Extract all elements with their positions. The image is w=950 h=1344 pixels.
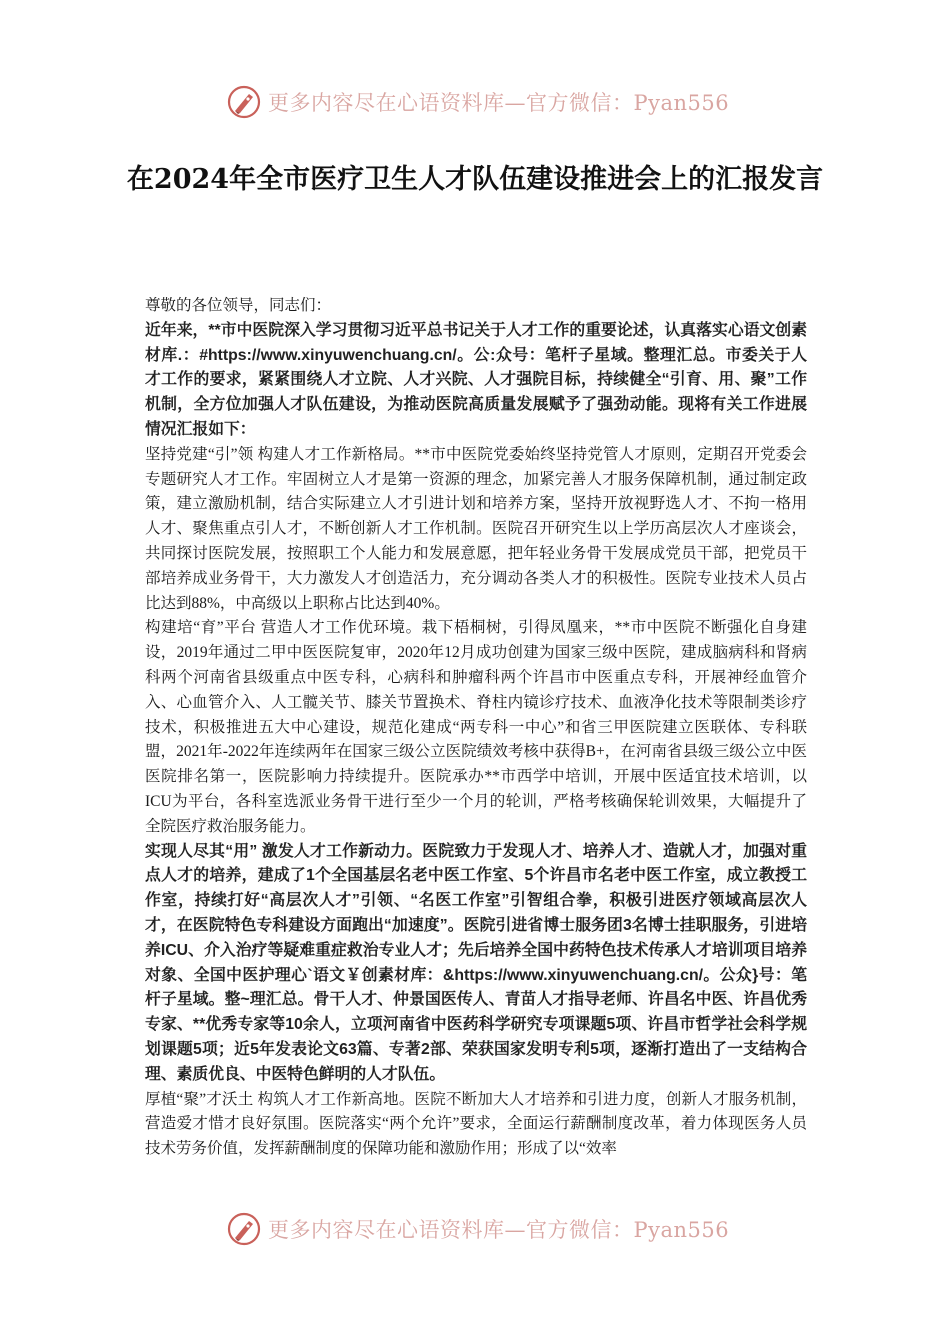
document-body [145,294,807,1162]
paragraph-section-2: 构建培“育”平台 营造人才工作优环境。栽下梧桐树，引得凤凰来，**市中医院不断强化自身建设，2019年通过二甲中医医院复审，2020年12月成功创建为国家三级中医院，建成脑病科和肾病科两个河南省县级重点中医专科，心病科和肿瘤科两个许昌市中医重点专科，开展神经血管介入、心血管介入、人工髋关节、膝关节置换术、脊柱内镜诊疗技术、血液净化技术等限制类诊疗技术，积极推进五大中心建设，规范化建成“两专科一中心”和省三甲医院建立医联体、专科联盟，2021年-2022年连续两年在国家三级公立医院绩效考核中获得B+，在河南省县级三级公立中医医院排名第一，医院影响力持续提升。医院承办**市西学中培训，开展中医适宜技术培训，以ICU为平台，各科室选派业务骨干进行至少一个月的轮训，严格考核确保轮训效果，大幅提升了全院医疗救治服务能力。 [145,619,807,835]
paragraph-salutation: 尊敬的各位领导，同志们： [145,297,332,314]
paragraph-section-4: 厚植“聚”才沃土 构筑人才工作新高地。医院不断加大人才培养和引进力度，创新人才服务机制，营造爱才惜才良好氛围。医院落实“两个允许”要求，全面运行薪酬制度改革，着力体现医务人员技术劳务价值，发挥薪酬制度的保障功能和激励作用；形成了以“效率 [145,1090,807,1158]
page-title: 在2024年全市医疗卫生人才队伍建设推进会上的汇报发言 [126,164,824,195]
paragraph-section-1: 坚持党建“引”领 构建人才工作新格局。**市中医院党委始终坚持党管人才原则，定期召开党委会专题研究人才工作。牢固树立人才是第一资源的理念，加紧完善人才服务保障机制，通过制定政策，建立激励机制，结合实际建立人才引进计划和培养方案，坚持开放视野选人才、不拘一格用人才、聚焦重点引人才，不断创新人才工作机制。医院召开研究生以上学历高层次人才座谈会，共同探讨医院发展，按照职工个人能力和发展意愿，把年轻业务骨干发展成党员干部，把党员干部培养成业务骨干，大力激发人才创造活力，充分调动各类人才的积极性。医院专业技术人员占比达到88%，中高级以上职称占比达到40%。 [145,445,807,612]
paragraph-section-3: 实现人尽其“用” 激发人才工作新动力。医院致力于发现人才、培养人才、造就人才，加强对重点人才的培养，建成了1个全国基层名老中医工作室、5个许昌市名老中医工作室，成立教授工作室，持续打好“高层次人才”引领、“名医工作室”引智组合拳，积极引进医疗领域高层次人才，在医院特色专科建设方面跑出“加速度”。医院引进省博士服务团3名博士挂职服务，引进培养ICU、介入治疗等疑难重症救治专业人才；先后培养全国中药特色技术传承人才培训项目培养对象、全国中医护理心`语文￥创素材库：&https://www.xinyuwenchuang.cn/。公众}号：笔杆子星域。整~理汇总。骨干人才、仲景国医传人、青苗人才指导老师、许昌名中医、许昌优秀专家、**优秀专家等10余人，立项河南省中医药科学研究专项课题5项、许昌市哲学社会科学规划课题5项；近5年发表论文63篇、专著2部、荣获国家发明专利5项，逐渐打造出了一支结构合理、素质优良、中医特色鲜明的人才队伍。 [145,842,807,1083]
footer-banner [226,1209,766,1249]
paragraph-intro: 近年来，**市中医院深入学习贯彻习近平总书记关于人才工作的重要论述，认真落实心语文创素材库.：#https://www.xinyuwenchuang.cn/。公:众号：笔杆子星域。整理汇总。市委关于人才工作的要求，紧紧围绕人才立院、人才兴院、人才强院目标，持续健全“引育、用、聚”工作机制，全方位加强人才队伍建设，为推动医院高质量发展赋予了强劲动能。现将有关工作进展情况汇报如下： [145,321,807,438]
pen-nib-logo-icon [226,1211,262,1247]
banner-text: 更多内容尽在心语资料库—官方微信：Pyan556 [268,1218,730,1242]
banner-text: 更多内容尽在心语资料库—官方微信：Pyan556 [268,91,730,115]
pen-nib-logo-icon [226,84,262,120]
header-banner [226,82,766,122]
